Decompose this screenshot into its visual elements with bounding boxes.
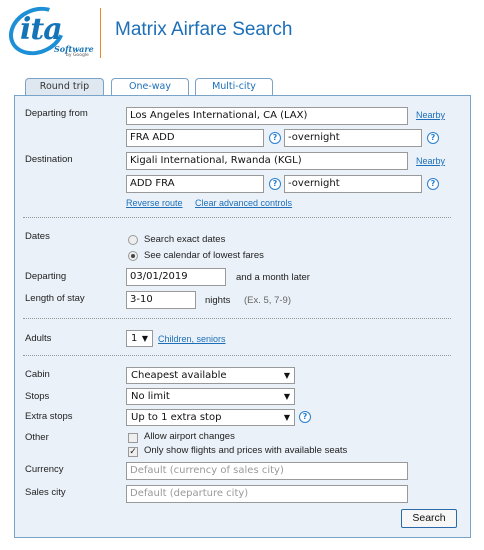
allow-airport-changes-label: Allow airport changes — [144, 431, 235, 442]
tab-multi-city[interactable]: Multi-city — [195, 78, 273, 95]
return-routing-help-icon[interactable]: ? — [269, 178, 281, 190]
calendar-lowest-fares-radio[interactable] — [128, 251, 138, 261]
length-of-stay-label: Length of stay — [25, 293, 85, 304]
clear-advanced-controls-link[interactable]: Clear advanced controls — [195, 198, 293, 208]
adults-label: Adults — [25, 333, 52, 344]
outbound-extension-input[interactable]: -overnight — [284, 129, 422, 147]
extra-stops-select-value: Up to 1 extra stop — [131, 412, 222, 423]
stops-select[interactable] — [126, 388, 295, 405]
stops-label: Stops — [25, 391, 50, 402]
dropdown-caret-icon: ▼ — [283, 392, 290, 401]
cabin-select[interactable] — [126, 367, 295, 384]
cabin-select-value: Cheapest available — [131, 370, 227, 381]
adults-select[interactable] — [126, 330, 153, 347]
return-extension-help-icon[interactable]: ? — [427, 178, 439, 190]
other-label: Other — [25, 432, 49, 443]
tab-one-way[interactable]: One-way — [111, 78, 189, 95]
logo-by-google-text: by Google — [66, 53, 89, 58]
calendar-lowest-fares-label: See calendar of lowest fares — [144, 250, 264, 261]
allow-airport-changes-checkbox[interactable] — [128, 433, 138, 443]
dropdown-caret-icon: ▼ — [283, 371, 290, 380]
tab-round-trip[interactable]: Round trip — [25, 78, 104, 96]
search-button[interactable]: Search — [401, 509, 457, 528]
dropdown-caret-icon: ▼ — [283, 413, 290, 422]
departing-from-input[interactable]: Los Angeles International, CA (LAX) — [126, 107, 408, 125]
departing-nearby-link[interactable]: Nearby — [416, 110, 446, 120]
sales-city-input[interactable]: Default (departure city) — [126, 485, 408, 503]
section-divider — [23, 318, 451, 319]
currency-input[interactable]: Default (currency of sales city) — [126, 462, 408, 480]
outbound-extension-help-icon[interactable]: ? — [427, 132, 439, 144]
destination-label: Destination — [25, 154, 73, 165]
destination-input[interactable]: Kigali International, Rwanda (KGL) — [126, 152, 408, 170]
available-seats-checkbox[interactable] — [128, 447, 138, 457]
length-of-stay-hint: (Ex. 5, 7-9) — [244, 295, 291, 306]
stops-select-value: No limit — [131, 391, 170, 402]
header-divider — [100, 8, 101, 58]
section-divider — [23, 355, 451, 356]
app-title: Matrix Airfare Search — [115, 19, 293, 40]
extra-stops-select[interactable] — [126, 409, 295, 426]
section-divider — [23, 217, 451, 218]
outbound-routing-input[interactable]: FRA ADD — [126, 129, 264, 147]
dropdown-caret-icon: ▼ — [141, 334, 148, 343]
currency-label: Currency — [25, 464, 64, 475]
logo-ita-text: ita — [20, 12, 62, 47]
departing-date-input[interactable]: 03/01/2019 — [126, 268, 226, 286]
children-seniors-link[interactable]: Children, seniors — [158, 334, 226, 344]
extra-stops-label: Extra stops — [25, 411, 73, 422]
extra-stops-help-icon[interactable]: ? — [299, 411, 311, 423]
dates-label: Dates — [25, 231, 50, 242]
checkmark-icon: ✓ — [129, 447, 137, 457]
search-exact-dates-radio[interactable] — [128, 235, 138, 245]
return-extension-input[interactable]: -overnight — [284, 175, 422, 193]
cabin-label: Cabin — [25, 369, 50, 380]
logo-software-text: Software — [54, 44, 94, 54]
outbound-routing-help-icon[interactable]: ? — [269, 132, 281, 144]
destination-nearby-link[interactable]: Nearby — [416, 156, 446, 166]
departing-from-label: Departing from — [25, 108, 88, 119]
search-exact-dates-label: Search exact dates — [144, 234, 226, 245]
sales-city-label: Sales city — [25, 487, 66, 498]
departing-date-suffix: and a month later — [236, 272, 310, 283]
length-of-stay-unit: nights — [205, 295, 231, 306]
return-routing-input[interactable]: ADD FRA — [126, 175, 264, 193]
departing-date-label: Departing — [25, 271, 67, 282]
ita-software-logo — [8, 6, 92, 58]
available-seats-label: Only show flights and prices with available seats — [144, 445, 348, 456]
reverse-route-link[interactable]: Reverse route — [126, 198, 183, 208]
adults-select-value: 1 — [131, 333, 138, 344]
search-form-panel — [14, 95, 471, 538]
length-of-stay-input[interactable]: 3-10 — [126, 291, 196, 309]
